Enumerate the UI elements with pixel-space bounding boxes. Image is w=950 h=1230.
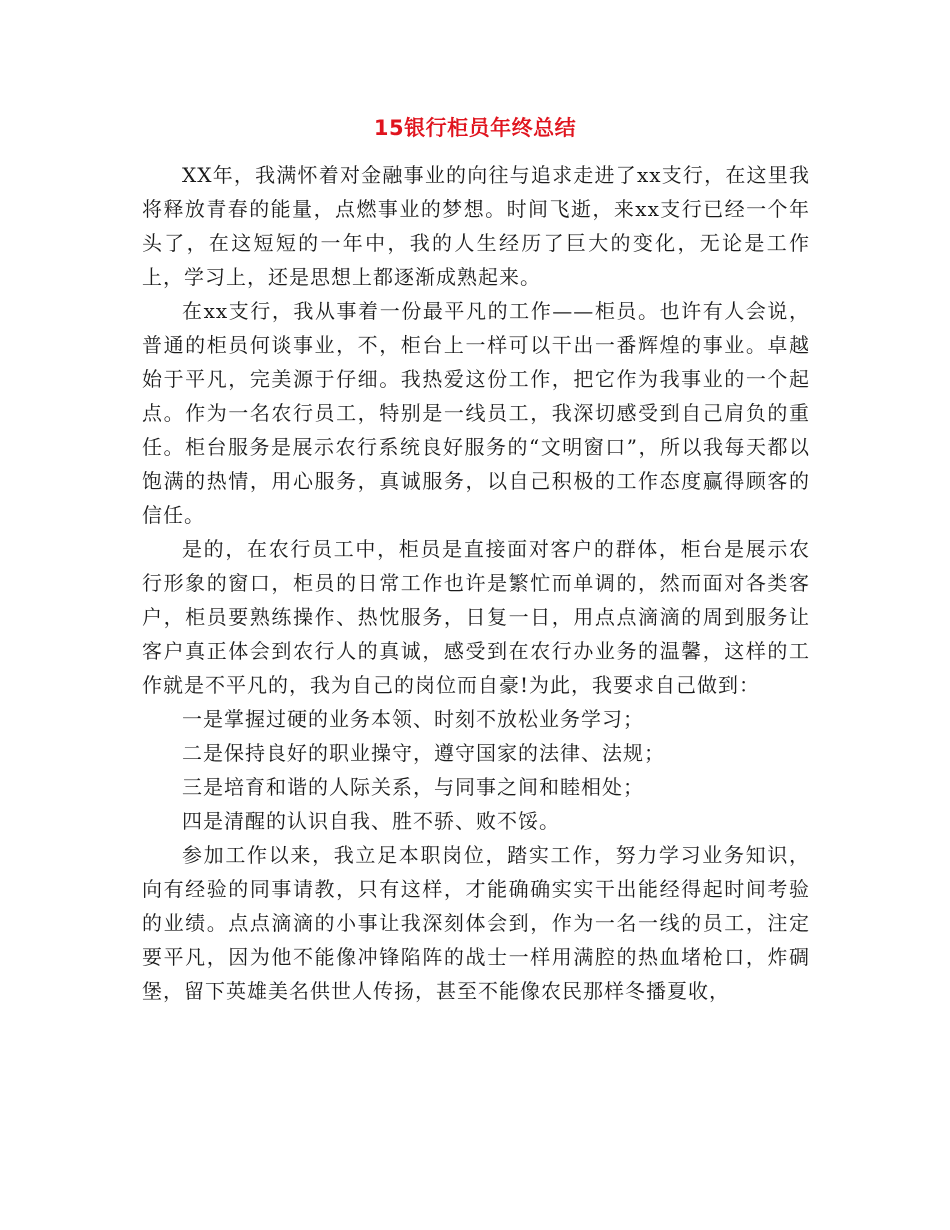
document-title: 15银行柜员年终总结 xyxy=(373,116,577,140)
paragraph-teller-work: 在xx支行，我从事着一份最平凡的工作——柜员。也许有人会说，普通的柜员何谈事业，不，柜台上一样可以干出一番辉煌的事业。卓越始于平凡，完美源于仔细。我热爱这份工作，把它作为我事业的一个起点。作为一名农行员工，特别是一线员工，我深切感受到自己肩负的重任。柜台服务是展示农行系统良好服务的“文明窗口”，所以我每天都以饱满的热情，用心服务，真诚服务，以自己积极的工作态度赢得顾客的信任。 xyxy=(142,299,810,527)
paragraph-intro: XX年，我满怀着对金融事业的向往与追求走进了xx支行，在这里我将释放青春的能量，点燃事业的梦想。时间飞逝，来xx支行已经一个年头了，在这短短的一年中，我的人生经历了巨大的变化，无论是工作上，学习上，还是思想上都逐渐成熟起来。 xyxy=(142,163,810,289)
paragraph-since-joining: 参加工作以来，我立足本职岗位，踏实工作，努力学习业务知识，向有经验的同事请教，只有这样，才能确确实实干出能经得起时间考验的业绩。点点滴滴的小事让我深刻体会到，作为一名一线的员工，注定要平凡，因为他不能像冲锋陷阵的战士一样用满腔的热血堵枪口，炸碉堡，留下英雄美名供世人传扬，甚至不能像农民那样冬播夏收， xyxy=(142,843,810,1003)
paragraph-teller-role: 是的，在农行员工中，柜员是直接面对客户的群体，柜台是展示农行形象的窗口，柜员的日常工作也许是繁忙而单调的，然而面对各类客户，柜员要熟练操作、热忱服务，日复一日，用点点滴滴的周到服务让客户真正体会到农行人的真诚，感受到在农行办业务的温馨，这样的工作就是不平凡的，我为自己的岗位而自豪!为此，我要求自己做到： xyxy=(142,537,810,697)
list-item-3: 三是培育和谐的人际关系，与同事之间和睦相处； xyxy=(182,775,644,799)
list-item-1: 一是掌握过硬的业务本领、时刻不放松业务学习； xyxy=(182,707,644,731)
list-item-4: 四是清醒的认识自我、胜不骄、败不馁。 xyxy=(182,809,560,833)
document-body xyxy=(142,158,810,1008)
list-item-2: 二是保持良好的职业操守，遵守国家的法律、法规； xyxy=(182,741,665,765)
